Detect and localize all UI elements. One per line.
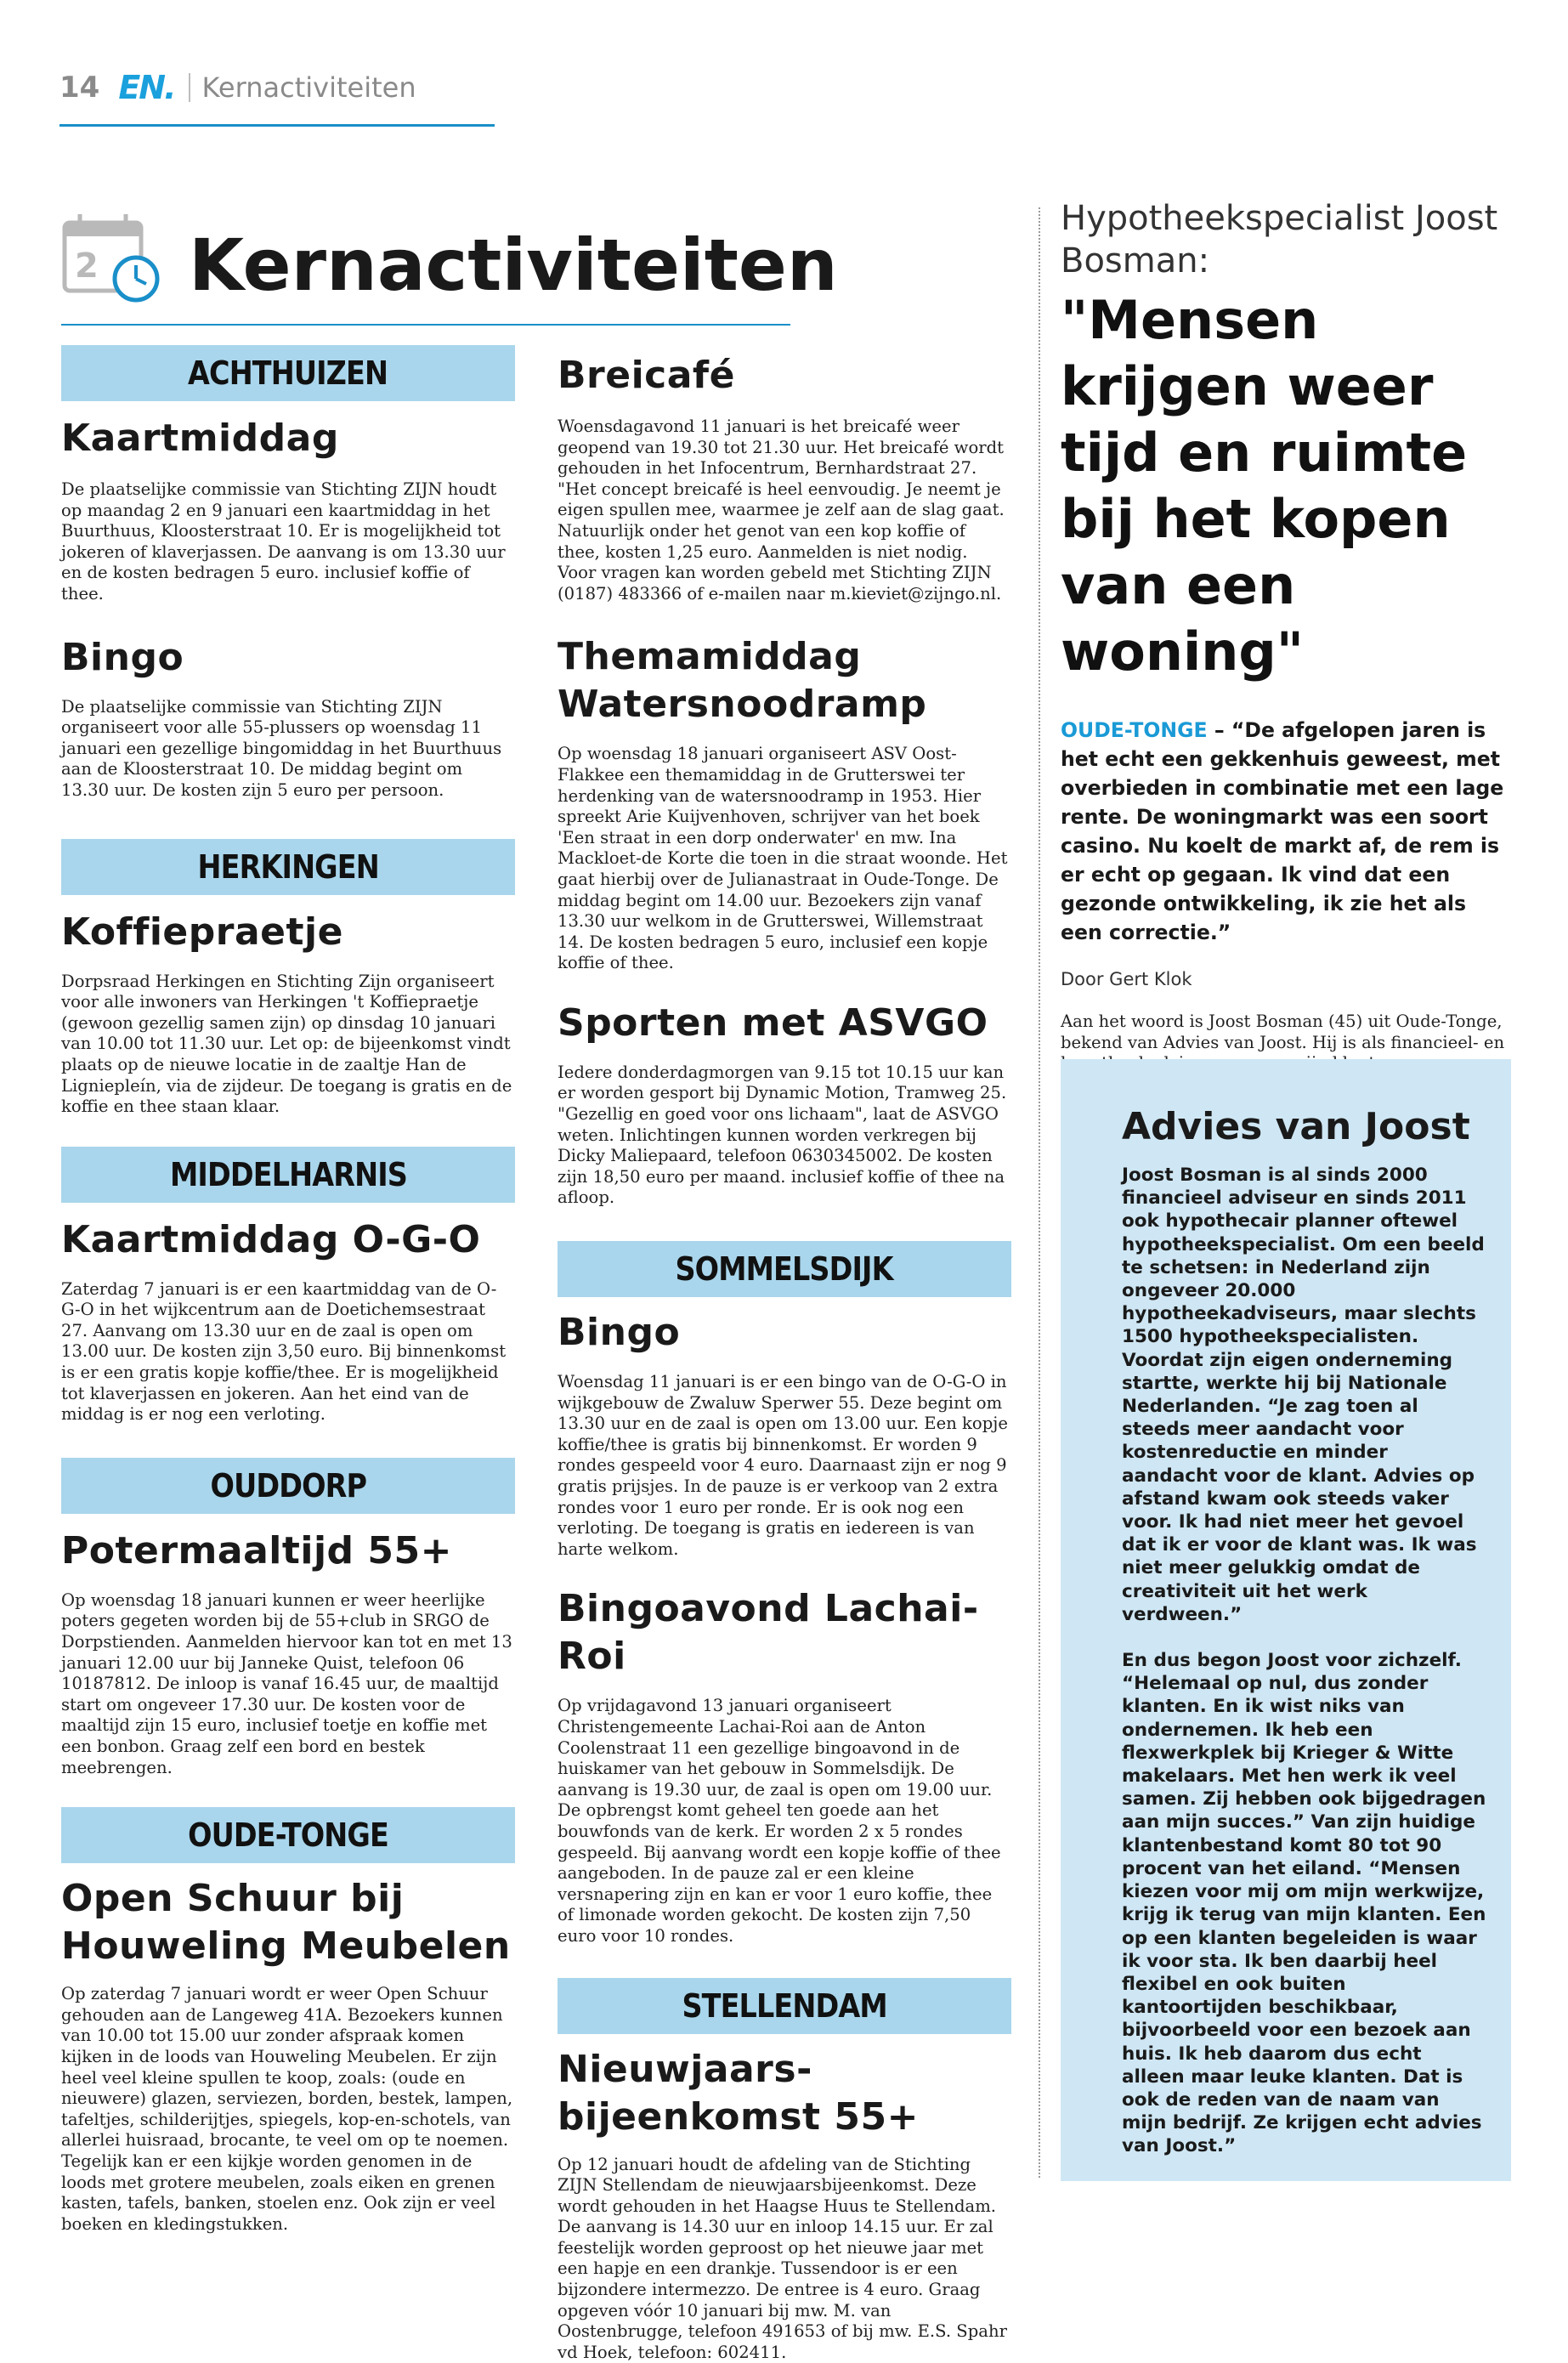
header-rule — [59, 124, 495, 127]
event-title: Breicafé — [558, 352, 1011, 400]
advies-box — [1061, 1059, 1511, 2181]
town-band-herkingen: HERKINGEN — [61, 839, 515, 895]
advies-paragraph: Joost Bosman is al sinds 2000 financieel adviseur en sinds 2011 ook hypothecair planner oftewel hypotheekspecialist. Om een beeld te schetsen: in Nederland zijn ongeveer 20.000 hypotheekadviseurs, maar slechts 1500 hypotheekspecialisten. Voordat zijn eigen onderneming startte, werkte hij bij Nationale Nederlanden. “Je zag toen al steeds meer aandacht voor kostenreductie en minder aandacht voor de klant. Advies op afstand kwam ook steeds vaker voor. Ik had niet meer het gevoel dat ik er voor de klant was. Ik was niet meer gelukkig omdat de creativiteit uit het werk verdween.” — [1122, 1164, 1487, 1626]
title-rule — [61, 324, 790, 326]
town-band-oude-tonge: OUDE-TONGE — [61, 1807, 515, 1863]
town-band-middelharnis: MIDDELHARNIS — [61, 1147, 515, 1203]
event-body: Woensdagavond 11 januari is het breicafé weer geopend van 19.30 tot 21.30 uur. Het breicafé wordt gehouden in het Infocentrum, Bernhardstraat 27. "Het concept breicafé is heel eenvoudig. Je neemt je eigen spullen mee, waarmee je zelf aan de slag gaat. Natuurlijk onder het genot van een kop koffie of thee, kosten 1,25 euro. Aanmelden is niet nodig. Voor vragen kan worden gebeld met Stichting ZIJN (0187) 483366 of e-mailen naar m.kieviet@zijngo.nl. — [558, 416, 1011, 604]
article-intro — [1061, 716, 1511, 947]
advies-title: Advies van Joost — [1122, 1105, 1487, 1148]
event-title: Sporten met ASVGO — [558, 1000, 1011, 1047]
page-title: Kernactiviteiten — [189, 230, 838, 301]
event-title: Themamiddag Watersnoodramp — [558, 633, 1011, 728]
calendar-digit: 2 — [75, 246, 99, 286]
event-body: Woensdag 11 januari is er een bingo van de O-G-O in wijkgebouw de Zwaluw Sperwer 55. Deze begint om 13.30 uur en de zaal is open om 13.00 uur. Een kopje koffie/thee is gratis bij binnenkomst. Er worden 9 rondes gespeeld voor 4 euro. Daarnaast zijn er nog 9 gratis prijsjes. In de pauze is er verkoop van 2 extra rondes voor 1 euro per ronde. Er is ook nog een verloting. De toegang is gratis en iedereen is van harte welkom. — [558, 1372, 1011, 1560]
event-title: Potermaaltijd 55+ — [61, 1527, 515, 1575]
event-title: Bingo — [558, 1309, 1011, 1357]
article-byline: Door Gert Klok — [1061, 969, 1511, 989]
en-logo: EN. — [118, 69, 174, 106]
event-title: Bingoavond Lachai-Roi — [558, 1585, 1011, 1680]
event-body: Op vrijdagavond 13 januari organiseert Christengemeente Lachai-Roi aan de Anton Coolenstraat 11 een gezellige bingoavond in de huiskamer van het gebouw in Sommelsdijk. De aanvang is 19.30 uur, de zaal is open om 19.00 uur. De opbrengst komt geheel ten goede aan het bouwfonds van de kerk. Er worden 2 x 5 rondes gespeeld. Bij aanvang wordt een kopje koffie of thee aangeboden. In de pauze zal er een kleine versnapering zijn en kan er voor 1 euro koffie, thee of limonade worden gekocht. De kosten zijn 7,50 euro voor 10 rondes. — [558, 1696, 1011, 1946]
event-body: Dorpsraad Herkingen en Stichting Zijn organiseert voor alle inwoners van Herkingen 't Koffiepraetje (gewoon gezellig samen zijn) op dinsdag 10 januari van 10.00 tot 11.30 uur. Let op: de bijeenkomst vindt plaats op de nieuwe locatie in de zaaltje Han de Ligniepleín, via de zijdeur. De toegang is gratis en de koffie en thee staan klaar. — [61, 972, 515, 1118]
town-band-ouddorp: OUDDORP — [61, 1458, 515, 1514]
town-band-sommelsdijk: SOMMELSDIJK — [558, 1241, 1011, 1297]
article-kicker: Hypotheekspecialist Joost Bosman: — [1061, 197, 1511, 282]
intro-place: OUDE-TONGE — [1061, 718, 1208, 742]
event-title: Nieuwjaars-bijeenkomst 55+ — [558, 2046, 1011, 2141]
column-divider — [1039, 207, 1040, 2178]
event-body: Op woensdag 18 januari organiseert ASV Oost-Flakkee een themamiddag in de Grutterswei ter herdenking van de watersnoodramp in 1953. Hier spreekt Arie Kuijvenhoven, schrijver van het boek 'Een straat in een dorp onderwater' en mw. Ina Mackloet-de Korte die toen in die straat woonde. Het gaat hierbij over de Julianastraat in Oude-Tonge. De middag begint om 14.00 uur. Bezoekers zijn vanaf 13.30 uur welkom in de Grutterswei, Willemstraat 14. De kosten bedragen 5 euro, inclusief een kopje koffie of thee. — [558, 744, 1011, 974]
article-headline: "Mensen krijgen weer tijd en ruimte bij het kopen van een woning" — [1061, 287, 1511, 685]
header-divider — [189, 73, 190, 102]
event-body: De plaatselijke commissie van Stichting ZIJN houdt op maandag 2 en 9 januari een kaartmiddag in het Buurthuus, Kloosterstraat 10. Er is mogelijkheid tot jokeren of klaverjassen. De aanvang is om 13.30 uur en de kosten bedragen 5 euro. inclusief koffie of thee. — [61, 479, 515, 605]
page-header — [59, 66, 416, 109]
advies-paragraph: En dus begon Joost voor zichzelf. “Helemaal op nul, dus zonder klanten. En ik wist niks van ondernemen. Ik heb een flexwerkplek bij Krieger & Witte makelaars. Met hen werk ik veel samen. Zij hebben ook bijgedragen aan mijn succes.” Van zijn huidige klantenbestand komt 80 tot 90 procent van het eiland. “Mensen kiezen voor mij om mijn werkwijze, krijg ik terug van mijn klanten. Een op een klanten begeleiden is waar ik voor sta. Ik ben daarbij heel flexibel en ook buiten kantoortijden beschikbaar, bijvoorbeeld voor een bezoek aan huis. Ik heb daarom dus echt alleen maar leuke klanten. Dat is ook de reden van de naam van mijn bedrijf. Ze krijgen echt advies van Joost.” — [1122, 1649, 1487, 2157]
section-label: Kernactiviteiten — [202, 71, 416, 104]
column-1 — [61, 345, 515, 2235]
town-band-achthuizen: ACHTHUIZEN — [61, 345, 515, 401]
event-title: Open Schuur bij Houweling Meubelen — [61, 1875, 515, 1970]
event-body: Op 12 januari houdt de afdeling van de Stichting ZIJN Stellendam de nieuwjaarsbijeenkomst. Deze wordt gehouden in het Haagse Huus te Stellendam. De aanvang is 14.30 uur en inloop 14.15 uur. Er zal feestelijk worden geproost op het nieuwe jaar met een hapje en een drankje. Tussendoor is er een bijzondere intermezzo. De entree is 4 euro. Graag opgeven vóór 10 januari bij mw. M. van Oostenbrugge, telefoon 491653 of bij mw. E.S. Spahr vd Hoek, telefoon: 602411. — [558, 2155, 1011, 2363]
event-body: Zaterdag 7 januari is er een kaartmiddag van de O-G-O in het wijkcentrum aan de Doetichemsestraat 27. Aanvang om 13.30 uur en de zaal is open om 13.00 uur. De kosten zijn 3,50 euro. Bij binnenkomst is er een gratis kopje koffie/thee. Er is mogelijkheid tot klaverjassen en jokeren. Aan het eind van de middag is er nog een verloting. — [61, 1279, 515, 1425]
calendar-clock-icon — [61, 211, 163, 304]
event-body: De plaatselijke commissie van Stichting ZIJN organiseert voor alle 55-plussers op woensdag 11 januari een gezellige bingomiddag in het Buurthuus aan de Kloosterstraat 10. De middag begint om 13.30 uur. De kosten zijn 5 euro per persoon. — [61, 697, 515, 802]
article-body: Aan het woord is Joost Bosman (45) uit Oude-Tonge, bekend van Advies van Joost. Hij is als financieel- en — [1061, 1012, 1511, 1095]
article-column — [1061, 197, 1511, 1095]
event-title: Koffiepraetje — [61, 909, 515, 956]
event-body: Iedere donderdagmorgen van 9.15 tot 10.15 uur kan er worden gesport bij Dynamic Motion, Tramweg 25. "Gezellig en goed voor ons lichaam", laat de ASVGO weten. Inlichtingen kunnen worden verkregen bij Dicky Maliepaard, telefoon 0630345002. De kosten zijn 18,50 euro per maand. inclusief koffie of thee na afloop. — [558, 1062, 1011, 1209]
intro-text: – “De afgelopen jaren is het echt een gekkenhuis geweest, met overbieden in combinatie met een lage rente. De woningmarkt was een soort casino. Nu koelt de markt af, de rem is er echt op gegaan. Ik vind dat een gezonde ontwikkeling, ik zie het als een correctie.” — [1061, 718, 1503, 944]
page-number: 14 — [59, 71, 99, 105]
event-body: Op zaterdag 7 januari wordt er weer Open Schuur gehouden aan de Langeweg 41A. Bezoekers kunnen van 10.00 tot 15.00 uur zonder afspraak komen kijken in de loods van Houweling Meubelen. Er zijn heel veel kleine spullen te koop, zoals: (oude en nieuwere) glazen, serviezen, borden, bestek, lampen, tafeltjes, schilderijtjes, spiegels, kop-en-schotels, van allerlei huisraad, brocante, te veel om op te noemen. Tegelijk kan er een kijkje worden genomen in de loods met grotere meubelen, zoals eiken en grenen kasten, tafels, banken, stoelen enz. Ook zijn er veel boeken en kledingstukken. — [61, 1984, 515, 2235]
event-title: Kaartmiddag — [61, 415, 515, 462]
event-body: Op woensdag 18 januari kunnen er weer heerlijke poters gegeten worden bij de 55+club in SRGO de Dorpstienden. Aanmelden hiervoor kan tot en met 13 januari 12.00 uur bij Janneke Quist, telefoon 06 10187812. De inloop is vanaf 16.45 uur, de maaltijd start om ongeveer 17.30 uur. De kosten voor de maaltijd zijn 15 euro, inclusief toetje en koffie met een bonbon. Graag zelf een bord en bestek meebrengen. — [61, 1590, 515, 1778]
town-band-stellendam: STELLENDAM — [558, 1978, 1011, 2034]
column-2 — [558, 345, 1011, 2363]
event-title: Kaartmiddag O-G-O — [61, 1216, 515, 1264]
event-title: Bingo — [61, 634, 515, 682]
